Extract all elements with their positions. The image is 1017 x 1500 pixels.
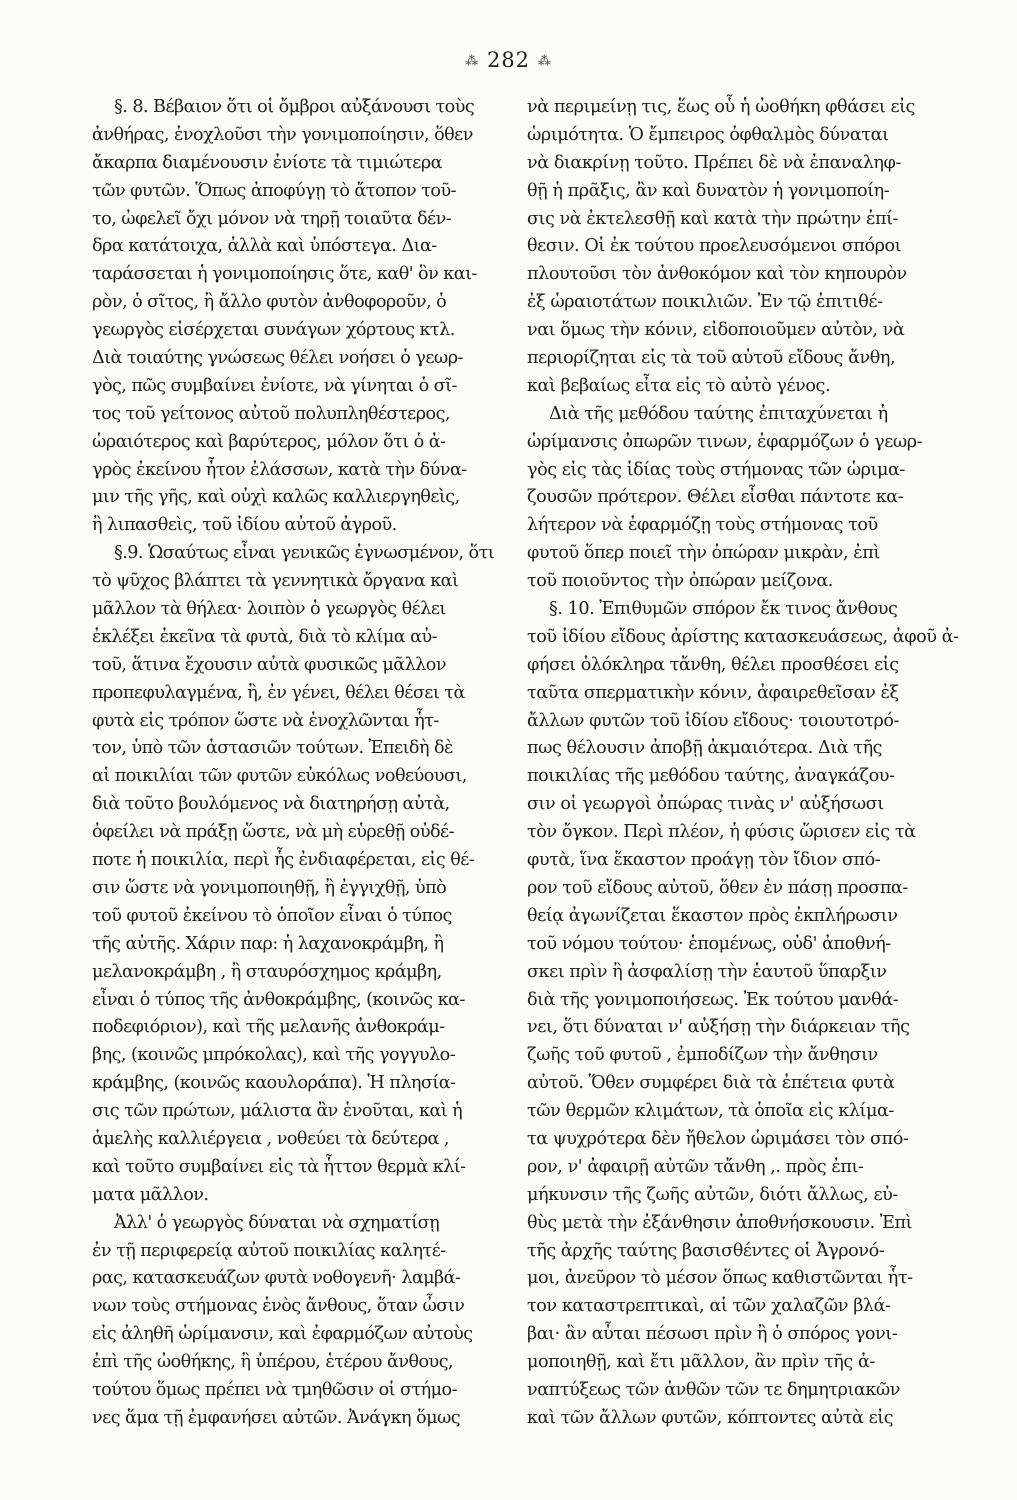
text-line: τοῦ ποιοῦντος τὴν ὀπώραν μείζονα. [527,571,833,592]
text-line: ὡρίμανσις ὀπωρῶν τινων, ἐφαρμόζων ὁ γεωρ- [527,431,923,452]
text-line: ποτε ἡ ποικιλία, περὶ ἧς ἐνδιαφέρεται, εἰς θέ- [92,850,475,871]
text-line: Διὰ τῆς μεθόδου ταύτης ἐπιταχύνεται ἡ [549,403,888,424]
text-line: τοῦ φυτοῦ ἐκείνου τὸ ὁποῖον εἶναι ὁ τύπος [92,905,452,926]
text-line: φυτὰ εἰς τρόπον ὥστε νὰ ἐνοχλῶνται ἧτ- [92,710,439,731]
text-line: §.9. Ὡσαύτως εἶναι γενικῶς ἐγνωσμένον, ὅτι [114,543,495,564]
text-line: γρὸς ἐκείνου ἦτον ἐλάσσων, κατὰ τὴν δύνα- [92,459,467,480]
text-line: ποδεφιόριον), καὶ τῆς μελανῆς ἀνθοκράμ- [92,1017,445,1038]
text-line: μελανοκράμβη , ἢ σταυρόσχημος κράμβη, [92,961,442,982]
text-line: καὶ τοῦτο συμβαίνει εἰς τὰ ἧττον θερμὰ κλί- [92,1156,466,1177]
text-line: βης, (κοινῶς μπρόκολας), καὶ τῆς γογγυλο- [92,1045,456,1066]
text-line: ζωῆς τοῦ φυτοῦ , ἐμποδίζων τὴν ἄνθησιν [527,1045,878,1066]
page-header [0,48,1017,72]
text-line: τοῦ, ἅτινα ἔχουσιν αὐτὰ φυσικῶς μᾶλλον [92,654,446,675]
text-line: μοι, ἀνεῦρον τὸ μέσον ὅπως καθιστῶνται ἧτ- [527,1268,913,1289]
text-line: θῇ ἡ πρᾶξις, ἂν καὶ δυνατὸν ἡ γονιμοποίη- [527,180,890,201]
text-line: ὀφείλει νὰ πράξῃ ὥστε, νὰ μὴ εὑρεθῇ οὐδέ- [92,822,454,843]
text-line: ἢ λιπασθεὶς, τοῦ ἰδίου αὐτοῦ ἀγροῦ. [92,515,397,536]
text-line: τοῦ ἰδίου εἴδους ἀρίστης κατασκευάσεως, ἀφοῦ ἀ- [527,626,959,647]
text-line: τῆς αὐτῆς. Χάριν παρ: ἡ λαχανοκράμβη, ἢ [92,933,444,954]
text-line: ἄλλων φυτῶν τοῦ ἰδίου εἴδους· τοιουτοτρό- [527,710,900,731]
text-line: ρὸν, ὁ σῖτος, ἢ ἄλλο φυτὸν ἀνθοφοροῦν, ὁ [92,292,447,313]
text-line: ἐκλέξει ἐκεῖνα τὰ φυτὰ, διὰ τὸ κλίμα αὐ- [92,626,437,647]
text-line: §. 10. Ἐπιθυμῶν σπόρον ἔκ τινος ἄνθους [549,599,898,620]
text-line: ρον, ν' ἀφαιρῇ αὐτῶν τἄνθη ,. πρὸς ἐπι- [527,1156,864,1177]
text-line: τον καταστρεπτικαὶ, αἱ τῶν χαλαζῶν βλά- [527,1296,891,1317]
text-line: ὡραιότερος καὶ βαρύτερος, μόλον ὅτι ὁ ἀ- [92,431,446,452]
text-line: ζουσῶν πρότερον. Θέλει εἶσθαι πάντοτε κα- [527,487,904,508]
right-ornament: ⁂ [537,54,552,69]
text-line: τὸ ψῦχος βλάπτει τὰ γεννητικὰ ὄργανα καὶ [92,571,459,592]
text-line: τος τοῦ γείτονος αὐτοῦ πολυπληθέστερος, [92,403,450,424]
text-line: ταῦτα σπερματικὴν κόνιν, ἀφαιρεθεῖσαν ἐξ [527,682,899,703]
text-line: νὰ περιμείνῃ τις, ἕως οὗ ἡ ὠοθήκη φθάσει εἰς [527,97,915,117]
text-line: το, ὠφελεῖ ὄχι μόνον νὰ τηρῇ τοιαῦτα δέν- [92,208,452,229]
left-column [92,94,495,1433]
text-line: γεωργὸς εἰσέρχεται συνάγων χόρτους κτλ. [92,320,455,341]
text-line: σις τῶν πρώτων, μάλιστα ἂν ἑνοῦται, καὶ ἡ [92,1101,463,1122]
text-line: σιν ὥστε νὰ γονιμοποιηθῇ, ἢ ἐγγιχθῇ, ὑπὸ [92,877,447,898]
text-line: γὸς εἰς τὰς ἰδίας τοὺς στήμονας τῶν ὡριμα- [527,459,905,480]
text-line: τοῦ νόμου τούτου· ἑπομένως, οὐδ' ἀποθνή- [527,933,891,954]
text-line: νες ἅμα τῇ ἐμφανήσει αὐτῶν. Ἀνάγκη ὅμως [92,1407,461,1428]
text-line: αἱ ποικιλίαι τῶν φυτῶν εὐκόλως νοθεύουσι, [92,766,467,787]
text-line: τῶν θερμῶν κλιμάτων, τὰ ὁποῖα εἰς κλίμα- [527,1101,894,1122]
text-line: δρα κατάτοιχα, ἀλλὰ καὶ ὑπόστεγα. Δια- [92,236,437,257]
text-line: προπεφυλαγμένα, ἢ, ἐν γένει, θέλει θέσει τὰ [92,682,465,703]
text-line: τούτου ὅμως πρέπει νὰ τμηθῶσιν οἱ στήμο- [92,1379,457,1400]
text-line: μήκυνσιν τῆς ζωῆς αὐτῶν, διότι ἄλλως, εὐ- [527,1184,898,1205]
text-line: θείᾳ ἀγωνίζεται ἕκαστον πρὸς ἐκπλήρωσιν [527,905,898,926]
text-line: βαι· ἂν αὗται πέσωσι πρὶν ἢ ὁ σπόρος γονι- [527,1324,898,1345]
text-line: νων τοὺς στήμονας ἑνὸς ἄνθους, ὅταν ὦσιν [92,1296,465,1317]
left-ornament: ⁂ [465,54,480,69]
text-line: γὸς, πῶς συμβαίνει ἐνίοτε, νὰ γίνηται ὁ σῖ- [92,375,457,396]
text-line: περιορίζηται εἰς τὰ τοῦ αὐτοῦ εἴδους ἄνθη, [527,348,896,369]
text-line: πως θέλουσιν ἀποβῇ ἀκμαιότερα. Διὰ τῆς [527,738,883,759]
text-line: ὡριμότητα. Ὁ ἔμπειρος ὀφθαλμὸς δύναται [527,124,889,145]
text-line: ματα μᾶλλον. [92,1184,209,1205]
text-line: ρας, κατασκευάζων φυτὰ νοθογενῆ· λαμβά- [92,1268,461,1289]
text-line: σιν οἱ γεωργοὶ ὀπώρας τινὰς ν' αὐξήσωσι [527,794,884,815]
text-line: διὰ τοῦτο βουλόμενος νὰ διατηρήσῃ αὐτὰ, [92,794,450,815]
text-line: καὶ τῶν ἄλλων φυτῶν, κόπτοντες αὐτὰ εἰς [527,1407,894,1428]
text-line: ἐξ ὡραιοτάτων ποικιλιῶν. Ἐν τῷ ἐπιτιθέ- [527,292,883,313]
text-line: Ἀλλ' ὁ γεωργὸς δύναται νὰ σχηματίσῃ [114,1212,440,1233]
text-line: ταράσσεται ἡ γονιμοποίησις ὅτε, καθ' ὃν και- [92,264,477,285]
text-line: καὶ βεβαίως εἶτα εἰς τὸ αὐτὸ γένος. [527,375,831,396]
text-line: θεσιν. Οἱ ἐκ τούτου προελευσόμενοι σπόροι [527,236,902,257]
text-line: λήτερον νὰ ἐφαρμόζῃ τοὺς στήμονας τοῦ [527,515,878,536]
text-line: τα ψυχρότερα δὲν ἤθελον ὡριμάσει τὸν σπό- [527,1128,909,1149]
text-line: ποικιλίας τῆς μεθόδου ταύτης, ἀναγκάζου- [527,766,895,787]
text-line: διὰ τῆς γονιμοποιήσεως. Ἐκ τούτου μανθά- [527,989,899,1010]
text-line: φυτὰ, ἵνα ἕκαστον προάγῃ τὸν ἴδιον σπό- [527,850,881,871]
text-line: ναπτύξεως τῶν ἀνθῶν τῶν τε δημητριακῶν [527,1379,901,1400]
text-line: πλουτοῦσι τὸν ἀνθοκόμον καὶ τὸν κηπουρὸν [527,264,907,285]
text-line: εἶναι ὁ τύπος τῆς ἀνθοκράμβης, (κοινῶς κα- [92,989,465,1010]
text-line: τον, ὑπὸ τῶν ἀστασιῶν τούτων. Ἐπειδὴ δὲ [92,738,453,759]
text-line: ἐπὶ τῆς ὠοθήκης, ἢ ὑπέρου, ἑτέρου ἄνθους, [92,1352,454,1373]
text-line: εἰς ἀληθῆ ὡρίμανσιν, καὶ ἐφαρμόζων αὐτοὺς [92,1324,473,1345]
text-line: νει, ὅτι δύναται ν' αὐξήσῃ τὴν διάρκειαν τῆς [527,1017,910,1038]
text-line: ναι ὅμως τὴν κόνιν, εἰδοποιοῦμεν αὐτὸν, νὰ [527,320,905,341]
text-line: ἀμελὴς καλλιέργεια , νοθεύει τὰ δεύτερα , [92,1128,449,1149]
text-line: §. 8. Βέβαιον ὅτι οἱ ὄμβροι αὐξάνουσι τοὺς [114,97,475,117]
text-line: αὐτοῦ. Ὅθεν συμφέρει διὰ τὰ ἐπέτεια φυτὰ [527,1073,895,1094]
text-line: τὸν ὄγκον. Περὶ πλέον, ἡ φύσις ὥρισεν εἰς τὰ [527,822,916,843]
right-column [527,94,959,1433]
text-line: μιν τῆς γῆς, καὶ οὐχὶ καλῶς καλλιεργηθεὶς, [92,487,460,508]
text-line: ρον τοῦ εἴδους αὐτοῦ, ὅθεν ἐν πάσῃ προσπα- [527,877,908,898]
text-line: θὺς μετὰ τὴν ἐξάνθησιν ἀποθνήσκουσιν. Ἐπὶ [527,1212,913,1233]
page-number: 282 [486,48,531,72]
text-line: νὰ διακρίνῃ τοῦτο. Πρέπει δὲ νὰ ἐπαναληφ- [527,152,901,173]
text-line: ἀνθήρας, ἐνοχλοῦσι τὴν γονιμοποίησιν, ὅθεν [92,124,473,145]
text-line: φυτοῦ ὅπερ ποιεῖ τὴν ὀπώραν μικρὰν, ἐπὶ [527,543,880,564]
text-line: τῶν φυτῶν. Ὅπως ἀποφύγῃ τὸ ἄτοπον τοῦ- [92,180,456,201]
text-line: ἐν τῇ περιφερείᾳ αὐτοῦ ποικιλίας καλητέ- [92,1240,446,1261]
text-line: φήσει ὁλόκληρα τἄνθη, θέλει προσθέσει εἰς [527,654,899,675]
text-line: μᾶλλον τὰ θήλεα· λοιπὸν ὁ γεωργὸς θέλει [92,599,446,620]
text-line: Διὰ τοιαύτης γνώσεως θέλει νοήσει ὁ γεωρ- [92,348,463,369]
text-line: ἄκαρπα διαμένουσιν ἐνίοτε τὰ τιμιώτερα [92,152,442,173]
text-line: σις νὰ ἐκτελεσθῇ καὶ κατὰ τὴν πρώτην ἐπί- [527,208,899,229]
text-line: τῆς ἀρχῆς ταύτης βασισθέντες οἱ Ἀγρονό- [527,1240,885,1261]
text-line: μοποιηθῇ, καὶ ἔτι μᾶλλον, ἂν πρὶν τῆς ἀ- [527,1352,875,1373]
text-line: κράμβης, (κοινῶς καουλοράπα). Ἡ πλησία- [92,1073,456,1094]
text-line: σκει πρὶν ἢ ἀσφαλίσῃ τὴν ἑαυτοῦ ὕπαρξιν [527,961,887,982]
